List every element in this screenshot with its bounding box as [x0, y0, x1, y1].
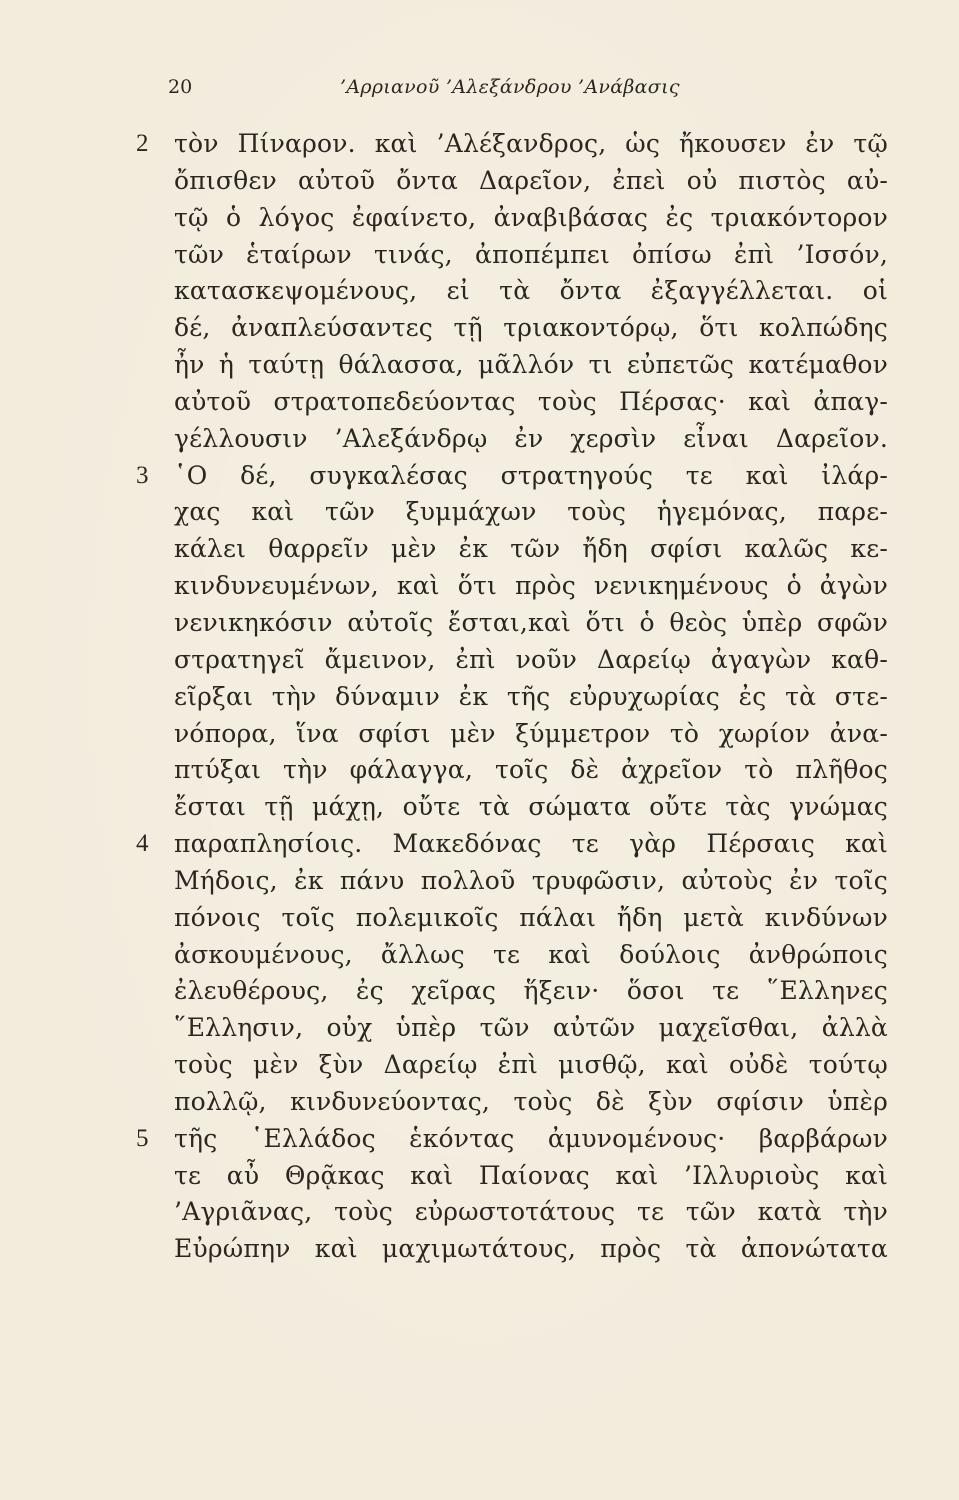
text-line	[0, 568, 959, 605]
line-text: τῷ ὁ λόγος ἐφαίνετο, ἀναβιβάσας ἐς τριακόντορον	[174, 202, 888, 232]
running-title: ’Αρριανοῦ ’Αλεξάνδρου ’Ανάβασις	[340, 76, 680, 98]
text-line	[0, 163, 959, 200]
text-line	[0, 1158, 959, 1195]
line-text: τὸν Πίναρον. καὶ ’Αλέξανδρος, ὡς ἤκουσεν ἐν τῷ	[174, 129, 888, 158]
text-line	[0, 421, 959, 458]
line-text: ἀσκουμένους, ἄλλως τε καὶ δούλοις ἀνθρώποις	[174, 939, 888, 969]
line-text: τῶν ἑταίρων τινάς, ἀποπέμπει ὀπίσω ἐπὶ ’Ισσόν,	[174, 239, 888, 269]
line-text: ἐλευθέρους, ἐς χεῖρας ἥξειν· ὅσοι τε ῞Ελληνες	[174, 976, 888, 1006]
body-text	[0, 126, 959, 1268]
line-text: Μήδοις, ἐκ πάνυ πολλοῦ τρυφῶσιν, αὐτοὺς ἐν τοῖς	[174, 865, 888, 895]
page-header	[168, 76, 708, 106]
line-text: παραπλησίοις. Μακεδόνας τε γὰρ Πέρσαις καὶ	[174, 829, 888, 859]
line-text: τῆς ῾Ελλάδος ἑκόντας ἀμυνομένους· βαρβάρων	[174, 1123, 888, 1153]
section-number: 4	[136, 830, 149, 858]
text-line	[0, 937, 959, 974]
text-line	[0, 826, 959, 863]
line-text: ἔσται τῇ μάχῃ, οὔτε τὰ σώματα οὔτε τὰς γνώμας	[174, 792, 888, 822]
line-text: πολλῷ, κινδυνεύοντας, τοὺς δὲ ξὺν σφίσιν ὑπὲρ	[174, 1086, 888, 1116]
line-text: εῖρξαι τὴν δύναμιν ἐκ τῆς εὐρυχωρίας ἐς τὰ στε-	[174, 681, 888, 711]
text-line	[0, 347, 959, 384]
text-line	[0, 900, 959, 937]
text-line	[0, 716, 959, 753]
text-line	[0, 531, 959, 568]
line-text: νενικηκόσιν αὐτοῖς ἔσται,καὶ ὅτι ὁ θεὸς ὑπὲρ σφῶν	[174, 607, 888, 637]
text-line	[0, 200, 959, 237]
text-line	[0, 1194, 959, 1231]
text-line	[0, 1121, 959, 1158]
line-text: γέλλουσιν ’Αλεξάνδρῳ ἐν χερσὶν εἶναι Δαρεῖον.	[174, 423, 888, 453]
line-text: στρατηγεῖ ἄμεινον, ἐπὶ νοῦν Δαρείῳ ἀγαγὼν καθ-	[174, 644, 888, 674]
line-text: κάλει θαρρεῖν μὲν ἐκ τῶν ἤδη σφίσι καλῶς κε-	[174, 534, 888, 564]
line-text: τε αὖ Θρᾷκας καὶ Παίονας καὶ ’Ιλλυριοὺς καὶ	[174, 1160, 888, 1190]
text-line	[0, 973, 959, 1010]
page-number: 20	[168, 76, 193, 98]
line-text: πτύξαι τὴν φάλαγγα, τοῖς δὲ ἀχρεῖον τὸ πλῆθος	[174, 755, 888, 785]
line-text: δέ, ἀναπλεύσαντες τῇ τριακοντόρῳ, ὅτι κολπώδης	[174, 313, 888, 343]
line-text: αὐτοῦ στρατοπεδεύοντας τοὺς Πέρσας· καὶ ἀπαγ-	[174, 386, 888, 416]
line-text: Εὐρώπην καὶ μαχιμωτάτους, πρὸς τὰ ἀπονώτατα	[174, 1234, 888, 1264]
text-line	[0, 1231, 959, 1268]
section-number: 5	[136, 1124, 149, 1152]
line-text: ’Αγριᾶνας, τοὺς εὐρωστοτάτους τε τῶν κατὰ τὴν	[174, 1197, 888, 1227]
text-line	[0, 605, 959, 642]
line-text: χας καὶ τῶν ξυμμάχων τοὺς ἡγεμόνας, παρε-	[174, 497, 888, 527]
text-line	[0, 494, 959, 531]
text-line	[0, 752, 959, 789]
text-line	[0, 642, 959, 679]
line-text: νόπορα, ἵνα σφίσι μὲν ξύμμετρον τὸ χωρίον ἀνα-	[174, 718, 888, 748]
text-line	[0, 237, 959, 274]
text-line	[0, 310, 959, 347]
text-line	[0, 863, 959, 900]
text-line	[0, 126, 959, 163]
line-text: ὄπισθεν αὐτοῦ ὄντα Δαρεῖον, ἐπεὶ οὐ πιστὸς αὐ-	[174, 165, 888, 195]
text-line	[0, 1047, 959, 1084]
line-text: ῾Ο δέ, συγκαλέσας στρατηγούς τε καὶ ἰλάρ-	[174, 460, 888, 490]
line-text: ῞Ελλησιν, οὐχ ὑπὲρ τῶν αὐτῶν μαχεῖσθαι, ἀλλὰ	[174, 1013, 888, 1043]
section-number: 3	[136, 461, 149, 489]
line-text: τοὺς μὲν ξὺν Δαρείῳ ἐπὶ μισθῷ, καὶ οὐδὲ τούτῳ	[174, 1050, 888, 1080]
text-line	[0, 273, 959, 310]
text-line	[0, 1010, 959, 1047]
line-text: κινδυνευμένων, καὶ ὅτι πρὸς νενικημένους ὁ ἀγὼν	[174, 571, 888, 601]
section-number: 2	[136, 130, 149, 157]
line-text: ἦν ἡ ταύτῃ θάλασσα, μᾶλλόν τι εὐπετῶς κατέμαθον	[174, 350, 888, 380]
text-line	[0, 458, 959, 495]
text-line	[0, 1084, 959, 1121]
line-text: κατασκεψομένους, εἰ τὰ ὄντα ἐξαγγέλλεται. οἱ	[174, 276, 888, 306]
text-line	[0, 679, 959, 716]
text-line	[0, 384, 959, 421]
text-line	[0, 789, 959, 826]
line-text: πόνοις τοῖς πολεμικοῖς πάλαι ἤδη μετὰ κινδύνων	[174, 902, 888, 932]
